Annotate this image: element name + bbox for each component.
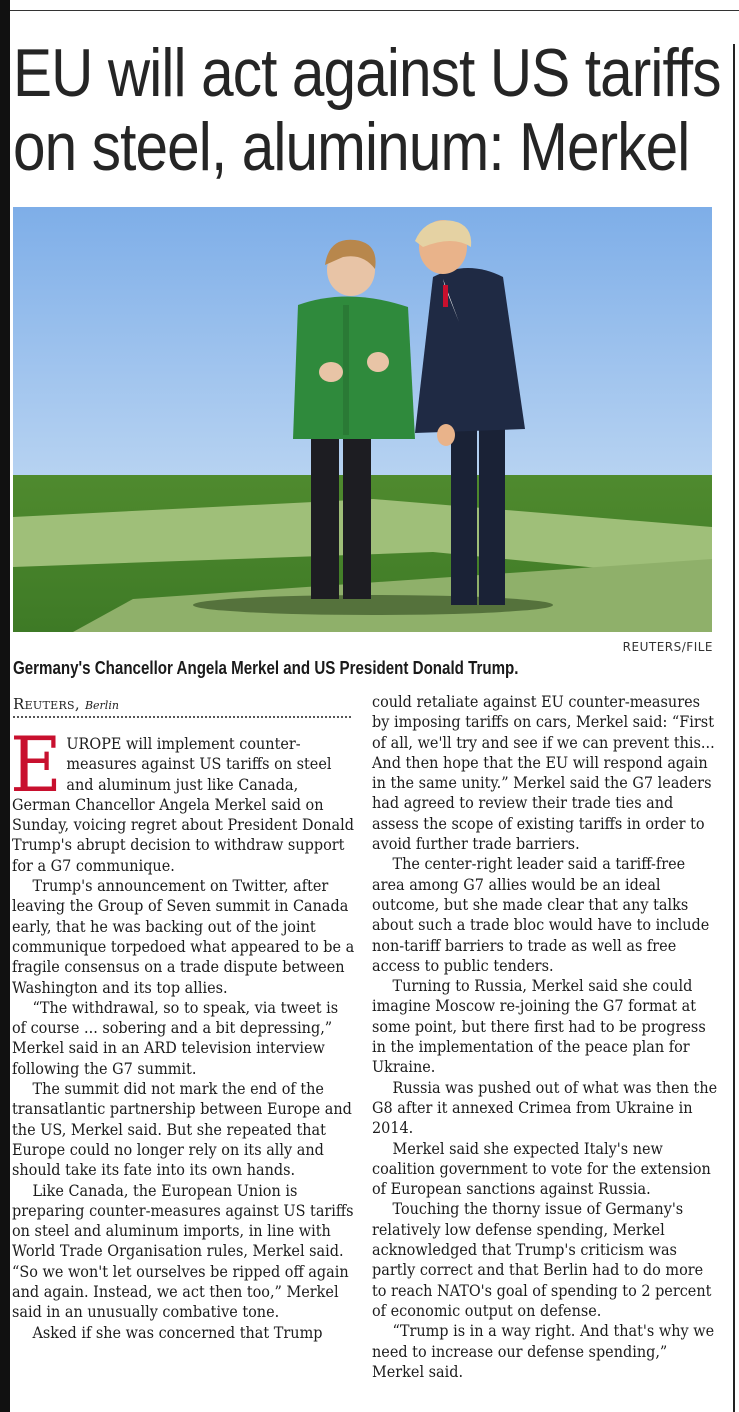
news-photo xyxy=(13,207,712,632)
lead-text: UROPE will implement counter-measures against US tariffs on steel and aluminum just like Canada, German Chancellor Angela Merkel said on Sunday, voicing regret about President Donald Trump's abrupt decision to withdraw support for a G7 communique. xyxy=(12,735,354,875)
column-rule xyxy=(733,44,735,1412)
photo-merkel-trump xyxy=(13,207,712,632)
body-paragraph: Trump's announcement on Twitter, after leaving the Group of Seven summit in Canada early, that he was backing out of the joint communique torpedoed what appeared to be a fragile consensus on a trade dispute between Washington and its top allies. xyxy=(12,877,355,997)
headline-line-1: EU will act against US tariffs xyxy=(13,35,721,111)
dateline xyxy=(13,695,119,713)
body-paragraph-continued: could retaliate against EU counter-measures by imposing tariffs on cars, Merkel said: “First of all, we'll try and see if we can prevent this... And then hope that the EU will respond again in the same unity.” Merkel said the G7 leaders had agreed to review their trade ties and assess the scope of existing tariffs in order to avoid further trade barriers. xyxy=(372,693,715,854)
article-column-left xyxy=(10,720,355,1343)
photo-caption: Germany's Chancellor Angela Merkel and US President Donald Trump. xyxy=(13,658,519,678)
body-paragraph: Touching the thorny issue of Germany's relatively low defense spending, Merkel acknowledged that Trump's criticism was partly correct and that Berlin had to do more to reach NATO's goal of spending to 2 percent of economic output on defense. xyxy=(372,1200,712,1320)
headline-line-2: on steel, aluminum: Merkel xyxy=(13,109,690,185)
dotted-divider xyxy=(13,716,351,718)
body-paragraph: Merkel said she expected Italy's new coalition government to vote for the extension of European sanctions against Russia. xyxy=(372,1139,711,1199)
body-paragraph: Like Canada, the European Union is preparing counter-measures against US tariffs on steel and aluminum imports, in line with World Trade Organisation rules, Merkel said. “So we won't let ourselves be ripped off again and again. Instead, we act then too,” Merkel said in an unusually combative tone. xyxy=(12,1181,354,1322)
body-paragraph: The center-right leader said a tariff-free area among G7 allies would be an ideal outcome, but she made clear that any talks about such a trade bloc would have to include non-tariff barriers to trade as well as free access to public tenders. xyxy=(372,855,710,975)
photo-credit: REUTERS/FILE xyxy=(622,640,713,654)
drop-cap: E xyxy=(10,720,62,809)
lead-paragraph xyxy=(10,720,355,876)
dateline-agency: Reuters, xyxy=(13,695,80,713)
body-paragraph: Asked if she was concerned that Trump xyxy=(32,1323,323,1342)
body-paragraph: “The withdrawal, so to speak, via tweet is of course ... sobering and a bit depressing,” Merkel said in an ARD television interview following the G7 summit. xyxy=(12,998,339,1078)
body-paragraph: Turning to Russia, Merkel said she could imagine Moscow re-joining the G7 format at some point, but there first had to be progress in the implementation of the peace plan for Ukraine. xyxy=(372,977,706,1077)
body-paragraph: “Trump is in a way right. And that's why we need to increase our defense spending,” Merkel said. xyxy=(372,1322,715,1381)
body-paragraph: Russia was pushed out of what was then the G8 after it annexed Crimea from Ukraine in 2014. xyxy=(372,1078,718,1138)
headline xyxy=(13,35,721,185)
body-paragraph: The summit did not mark the end of the transatlantic partnership between Europe and the US, Merkel said. But she repeated that Europe could no longer rely on its ally and should take its fate into its own hands. xyxy=(12,1080,352,1180)
page-edge-bar xyxy=(0,0,10,1412)
top-rule xyxy=(10,10,739,11)
dateline-place: Berlin xyxy=(84,699,119,712)
article-column-right xyxy=(372,692,722,1382)
